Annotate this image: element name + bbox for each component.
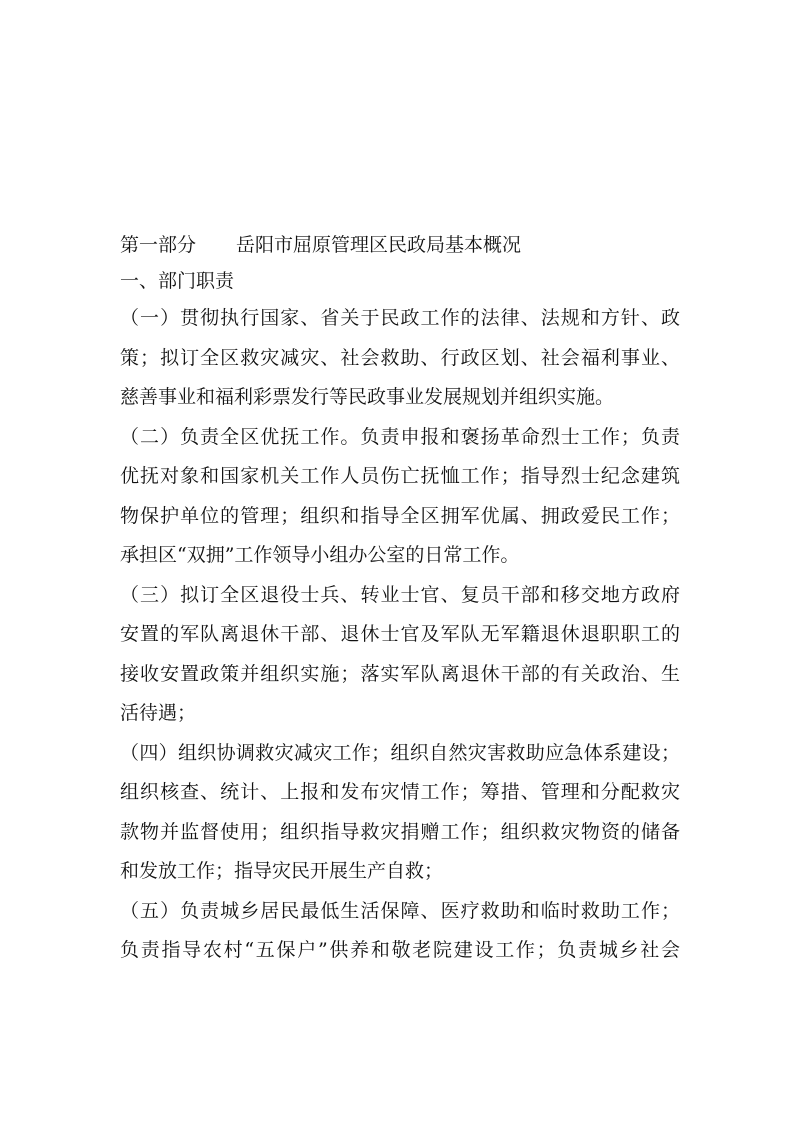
part-title	[120, 227, 680, 263]
paragraph-line: （五）负责城乡居民最低生活保障、医疗救助和临时救助工作；	[120, 899, 680, 922]
section-heading: 一、部门职责	[120, 270, 235, 292]
paragraph-5	[120, 892, 680, 971]
paragraph-line: 物保护单位的管理；组织和指导全区拥军优属、拥政爱民工作；	[120, 504, 680, 527]
paragraph-line: 慈善事业和福利彩票发行等民政事业发展规划并组织实施。	[120, 386, 615, 408]
document-body	[120, 227, 680, 971]
paragraph-line: 承担区“双拥”工作领导小组办公室的日常工作。	[120, 544, 520, 566]
paragraph-line: 负责指导农村“五保户”供养和敬老院建设工作；负责城乡社会	[120, 939, 680, 961]
paragraph-line: 和发放工作；指导灾民开展生产自救；	[120, 860, 444, 882]
part-title-text: 岳阳市屈原管理区民政局基本概况	[236, 234, 522, 256]
paragraph-line: （三）拟订全区退役士兵、转业士官、复员干部和移交地方政府	[120, 583, 680, 606]
paragraph-2	[120, 418, 680, 576]
paragraph-line: 优抚对象和国家机关工作人员伤亡抚恤工作；指导烈士纪念建筑	[120, 465, 680, 487]
paragraph-line: （四）组织协调救灾减灾工作；组织自然灾害救助应急体系建设；	[120, 741, 680, 764]
paragraph-line: 策；拟订全区救灾减灾、社会救助、行政区划、社会福利事业、	[120, 346, 680, 369]
paragraph-3	[120, 576, 680, 734]
paragraph-line: （一）贯彻执行国家、省关于民政工作的法律、法规和方针、政	[120, 307, 680, 329]
paragraph-4	[120, 734, 680, 892]
paragraph-line: 活待遇；	[120, 702, 197, 724]
paragraph-1	[120, 299, 680, 418]
paragraph-line: 接收安置政策并组织实施；落实军队离退休干部的有关政治、生	[120, 662, 680, 685]
part-title-label: 第一部分	[120, 234, 197, 256]
paragraph-line: 安置的军队离退休干部、退休士官及军队无军籍退休退职职工的	[120, 623, 680, 645]
paragraph-line: 组织核查、统计、上报和发布灾情工作；筹措、管理和分配救灾	[120, 781, 680, 803]
paragraph-line: （二）负责全区优抚工作。负责申报和褒扬革命烈士工作；负责	[120, 425, 680, 448]
paragraph-line: 款物并监督使用；组织指导救灾捐赠工作；组织救灾物资的储备	[120, 820, 680, 843]
